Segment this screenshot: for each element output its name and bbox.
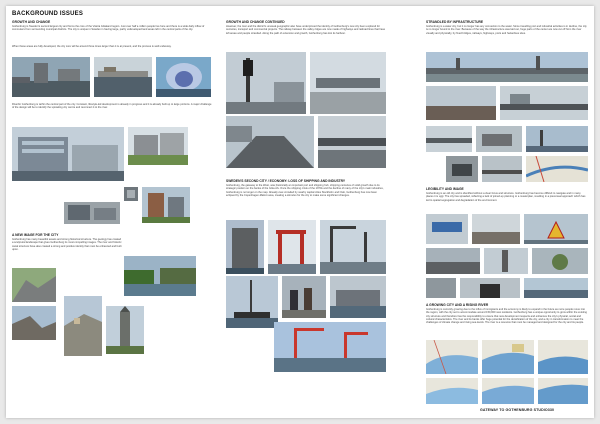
heading-growing-city: A GROWING CITY AND A RISING RIVER bbox=[426, 303, 489, 307]
photo-tram-station bbox=[310, 52, 386, 114]
photo-church-tower bbox=[106, 306, 144, 354]
text-growth-continued-p1: However, the river and the district's unusual geographic also have underpinned the identity of Gothenburg's new city been explored for centuries, transport and commercial projects. The railway between the valley ridges are now made of highways and railroad lines that have left areas and people stranded. Along the path of extension and growth, Gothenburg has lost its harbour. bbox=[226, 25, 386, 35]
photo-highway-city bbox=[226, 116, 314, 168]
map-infrastructure bbox=[526, 156, 588, 182]
map-flood-risk-1 bbox=[426, 340, 478, 374]
photo-barren-road bbox=[472, 214, 520, 244]
text-legibility-p1: Gothenburg is an old city and is identified without a clear focus and structure. Gothenburg has become difficult to navigate and in many places it is ugly. The city has sprawled, reflecting a lack of joined-up planning or a masterplan, resulting in a piecemeal approach which has led to spatial segregation and degradation of the environment. bbox=[426, 192, 586, 202]
photo-traffic-signals bbox=[226, 52, 306, 114]
photo-motorway-bridge bbox=[318, 116, 386, 168]
photo-warning-sign bbox=[524, 214, 588, 244]
photo-urban-block bbox=[64, 202, 120, 224]
photo-shipyard-cranes bbox=[274, 322, 386, 372]
photo-shipyard-crane bbox=[268, 220, 316, 274]
photo-road-interchange bbox=[500, 86, 588, 120]
page-title: BACKGROUND ISSUES bbox=[12, 11, 84, 17]
photo-waterfront-walk bbox=[524, 278, 588, 298]
heading-new-image: A NEW IMAGE FOR THE CITY bbox=[12, 233, 59, 237]
photo-canal-view bbox=[124, 256, 196, 296]
photo-people-dock bbox=[282, 276, 326, 318]
photo-panorama-infrastructure bbox=[426, 52, 588, 82]
photo-harbour-rocks bbox=[12, 306, 56, 340]
map-flood-risk-5 bbox=[482, 378, 534, 404]
heading-stranded: STRANDLED BY INFRASTRUCTURE bbox=[426, 20, 484, 24]
photo-hillside-houses bbox=[64, 296, 102, 356]
map-flood-risk-6 bbox=[538, 378, 588, 404]
text-growth-p2: When these areas are fully developed, the city core will be around three times larger than it is at present, and the process is well underway. bbox=[12, 45, 172, 48]
photo-new-housing bbox=[142, 187, 190, 223]
photo-modern-buildings bbox=[12, 127, 124, 181]
photo-roundabout bbox=[532, 248, 588, 274]
photo-rail-yard bbox=[426, 86, 496, 120]
photo-street-sign bbox=[426, 214, 468, 244]
text-growth-p3: Riverfor Gothenburg is within the central part of the city. Constant, lifestyle-led development is already in progress and it is already built up to large portions. A major challenge of the design will be to identify the sprawling city centre and reconnect it to the river. bbox=[12, 103, 212, 110]
text-second-city-p1: Gothenburg, the gateway to the West, was historically an important port and shipping hub, shipping centuries of solid growth due to its strategic position on the banks of the Göta Älv. Once the shipping crisis of the 1970s and the decline of many of the city's main industries, Gothenburg is no longer on the map. Already over-crowded by nearby capital cities Stockholm and Oslo, Gothenburg has now been eclipsed by the Copenhagen-Malmö area, creating a stimulus for the city to make some significant changes. bbox=[226, 184, 384, 197]
photo-industrial-lot bbox=[476, 126, 522, 152]
heading-legibility: LEGIBILITY AND IMAGE bbox=[426, 187, 464, 191]
text-growing-city-p1: Gothenburg is currently growing due to the influx of immigrants and the economy is likely to expand in the future as more people move into the region, with the city set to accommodate around 150,000 new residents. Gothenburg has a unique opportunity to grow within the existing city structure and therefore has the responsibility to ensure that new development respects and enhances the city's physical, social and cultural characteristics. The river and its banks offer huge potential for the densification of the city, and a city in transformation to meet the challenges of climate change and rising sea levels. The river is a resource that must be managed and designed for the city and its people. bbox=[426, 308, 587, 325]
photo-underpass bbox=[446, 156, 478, 182]
text-new-image-p1: Gothenburg has many beautiful assets and strong historical structure. The geology has created a sculptural landscape that gives Gothenburg its most compelling images. The river and historic canal structure have also created a strong and positive identity that must be enhanced and built upon. bbox=[12, 238, 122, 251]
photo-rock-landscape bbox=[12, 268, 56, 302]
map-flood-risk-3 bbox=[538, 340, 588, 374]
photo-river-quay bbox=[94, 57, 152, 97]
photo-rail-lines bbox=[482, 156, 522, 182]
heading-second-city: SWEDEN'S SECOND CITY / ECONOMY: LOSS OF SHIPPING AND INDUSTRY bbox=[226, 179, 346, 183]
photo-street-view bbox=[426, 278, 456, 298]
photo-sculpture-fountain bbox=[156, 57, 211, 97]
photo-tunnel-entrance bbox=[460, 278, 520, 298]
photo-riverside-green bbox=[128, 127, 188, 165]
photo-bridge-tower bbox=[484, 248, 528, 274]
photo-car-park bbox=[426, 248, 480, 274]
text-stranded-p1: Gothenburg is a water city, but it no longer has any connection to the water. Since travelling port and industrial activities is in decline, the city is no longer bound to the river. Because of the way the infrastructure was laid out, huge parts of the center are now cut off from the river visually and physically, by fixed bridges, railways, highways, ports and hazardous sites. bbox=[426, 25, 587, 35]
text-growth-p1: Gothenburg is Sweden's second largest city and forms the core of the Västra Götaland region. Just over half a million people live here and there is a wide daily inflow of commuters from surrounding municipal districts. The city is unique in Sweden in having large, partly undeveloped land areas left in the central parts of the city. bbox=[12, 25, 205, 32]
photo-cranes-skyline bbox=[320, 220, 386, 274]
photo-industrial-harbour bbox=[330, 276, 386, 318]
heading-growth: GROWTH AND CHANGE bbox=[12, 20, 51, 24]
photo-tall-ship bbox=[226, 276, 278, 328]
photo-gasholder bbox=[226, 220, 264, 274]
photo-harbour-cranes bbox=[526, 126, 588, 152]
map-flood-risk-2 bbox=[482, 340, 534, 374]
heading-growth-continued: GROWTH AND CHANGE CONTINUED bbox=[226, 20, 285, 24]
map-flood-risk-4 bbox=[426, 378, 478, 404]
photo-small-building bbox=[124, 187, 138, 201]
photo-harbour-lift bbox=[12, 57, 90, 97]
photo-tram-bridge bbox=[426, 126, 472, 152]
page-footer: GATEWAY TO GOTHENBURG STUDIO330 bbox=[480, 408, 555, 412]
document-page bbox=[6, 6, 594, 418]
